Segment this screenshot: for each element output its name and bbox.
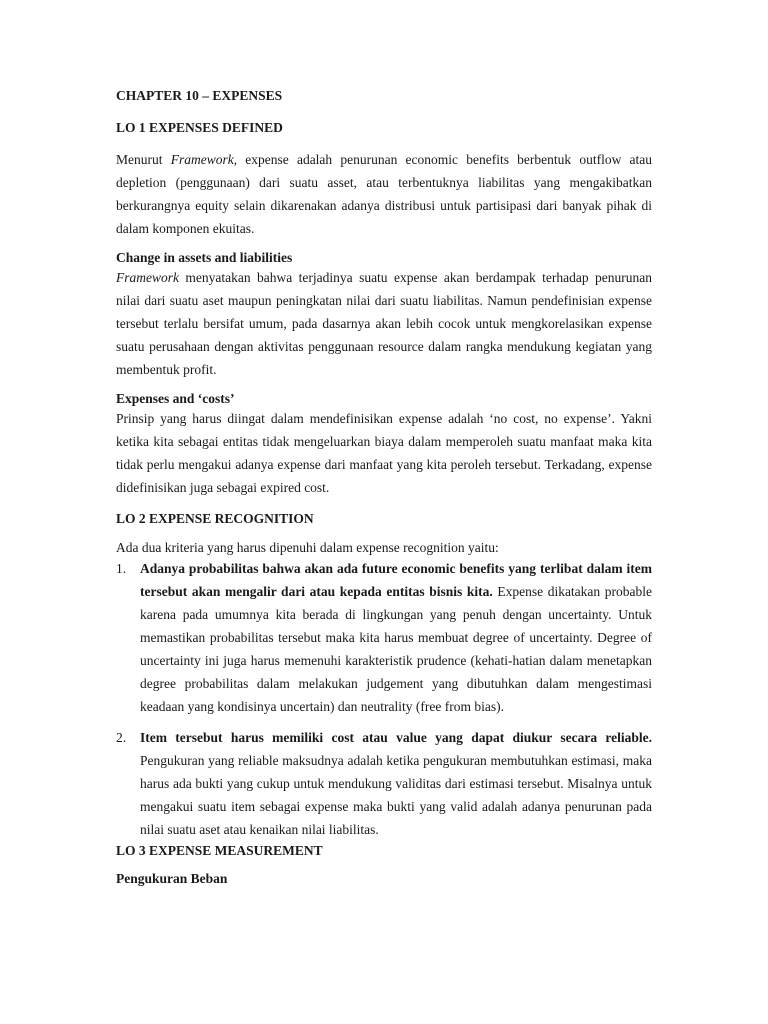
lo3-subheading: Pengukuran Beban xyxy=(116,871,228,886)
lo1-heading: LO 1 EXPENSES DEFINED xyxy=(116,120,283,135)
list-item-lead: Item tersebut harus memiliki cost atau value yang dapat diukur secara reliable. xyxy=(140,730,652,745)
change-section xyxy=(116,250,652,381)
list-item-text: Pengukuran yang reliable maksudnya adalah ketika pengukuran membutuhkan estimasi, maka harus ada bukti yang cukup untuk mendukung validitas dari estimasi tersebut. Misalnya untuk mengakui suatu item sebagai expense maka bukti yang valid adalah adanya penurunan pada nilai suatu aset atau kenaikan nilai liabilitas. xyxy=(140,753,652,837)
change-text: menyatakan bahwa terjadinya suatu expense akan berdampak terhadap penurunan nilai dari suatu aset maupun peningkatan nilai dari suatu liabilitas. Namun pendefinisian expense tersebut terlalu bersifat umum, pada dasarnya akan lebih cocok untuk mengkorelasikan expense suatu perusahaan dengan aktivitas penggunaan resource dalam rangka mendukung kegiatan yang membentuk profit. xyxy=(116,270,652,377)
lo1-definition-paragraph xyxy=(116,148,652,240)
change-paragraph xyxy=(116,266,652,381)
list-item-text: Expense dikatakan probable karena pada umumnya kita berada di lingkungan yang penuh dengan uncertainty. Untuk memastikan probabilitas tersebut maka kita harus membuat degree of uncertainty. Degree of uncertainty ini juga harus memenuhi karakteristik prudence (kehati-hatian dalam menetapkan degree probabilitas dalam melakukan judgement yang dibutuhkan dalam mengestimasi keadaan yang kondisinya uncertain) dan neutrality (free from bias). xyxy=(140,584,652,714)
lo2-intro: Ada dua kriteria yang harus dipenuhi dalam expense recognition yaitu: xyxy=(116,540,499,555)
lo1-para-rest: , expense adalah penurunan economic benefits berbentuk outflow atau depletion (penggunaan) dari suatu asset, atau terbentuknya liabilitas yang mengakibatkan berkurangnya equity selain dikarenakan adanya distribusi untuk partisipasi dari banyak pihak di dalam komponen ekuitas. xyxy=(116,152,653,236)
change-title: Change in assets and liabilities xyxy=(116,250,293,265)
list-item-number: 1. xyxy=(116,561,127,576)
costs-title: Expenses and ‘costs’ xyxy=(116,391,235,406)
lo1-para-italic: Framework xyxy=(170,152,234,167)
lo3-heading: LO 3 EXPENSE MEASUREMENT xyxy=(116,843,323,858)
list-item xyxy=(116,557,652,718)
change-italic: Framework xyxy=(116,270,179,285)
list-item-number: 2. xyxy=(116,730,127,745)
list-item-lead: Adanya probabilitas bahwa akan ada future economic benefits yang terlibat dalam item tersebut akan mengalir dari atau kepada entitas bisnis kita. xyxy=(140,561,652,599)
chapter-title: CHAPTER 10 – EXPENSES xyxy=(116,88,283,103)
lo2-heading: LO 2 EXPENSE RECOGNITION xyxy=(116,511,314,526)
costs-section xyxy=(116,391,652,499)
lo1-para-prefix: Menurut xyxy=(116,152,171,167)
list-item xyxy=(116,726,652,841)
costs-paragraph: Prinsip yang harus diingat dalam mendefinisikan expense adalah ‘no cost, no expense’. Yakni ketika kita sebagai entitas tidak mengeluarkan biaya dalam memperoleh suatu manfaat maka kita tidak perlu mengakui adanya expense dari manfaat yang kita peroleh tersebut. Terkadang, expense didefinisikan juga sebagai expired cost. xyxy=(116,411,652,495)
recognition-criteria-list xyxy=(116,557,652,841)
